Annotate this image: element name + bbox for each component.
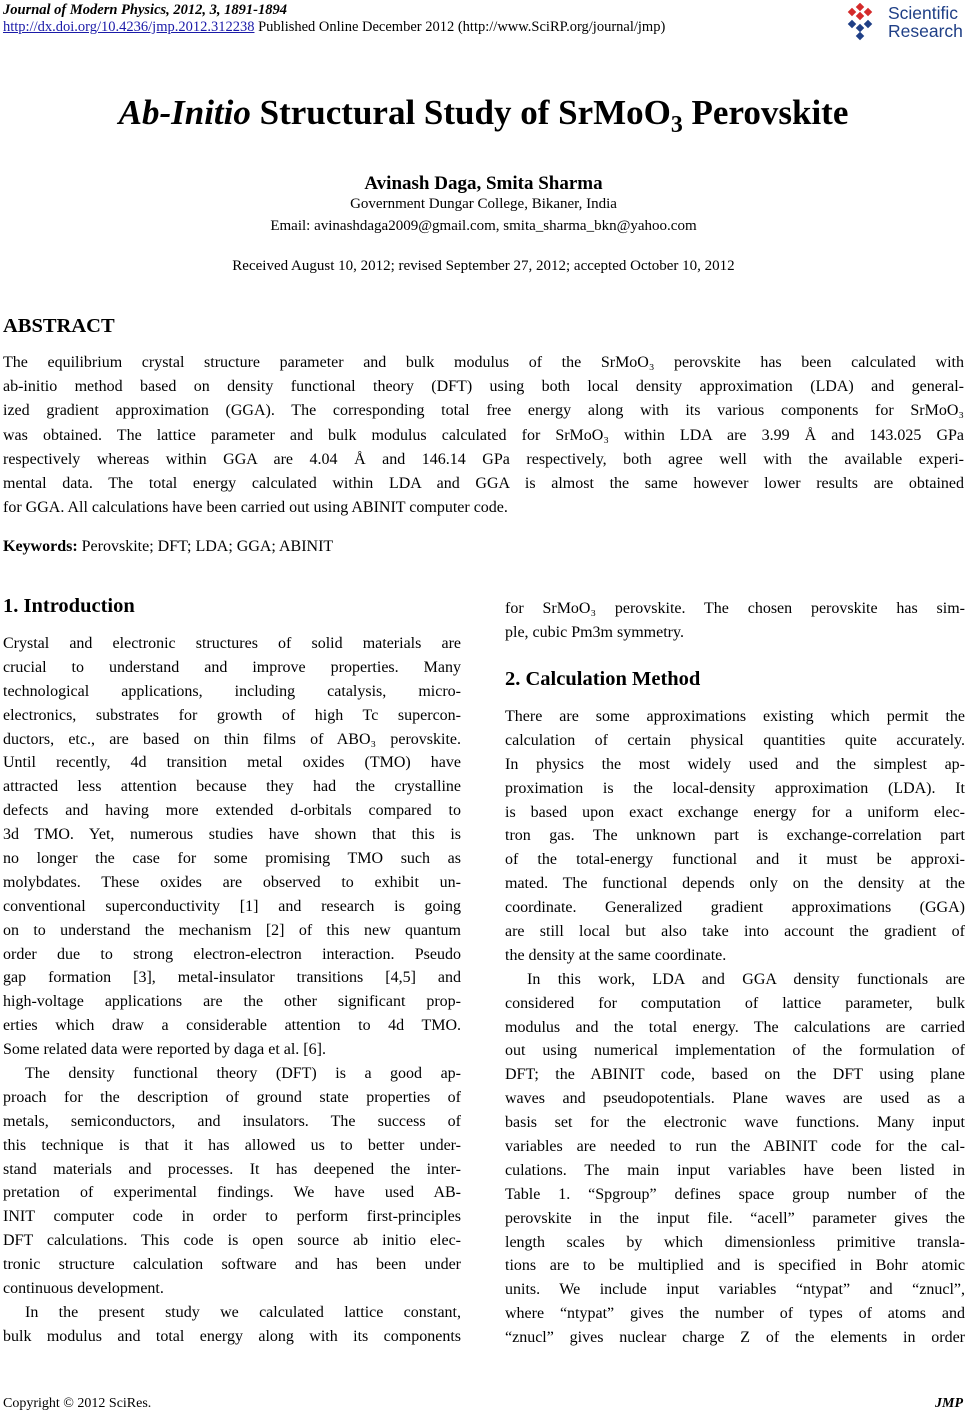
- footer-journal-abbr: JMP: [935, 1396, 963, 1411]
- text-line: attracted less attention because they had the crystalline: [3, 778, 461, 796]
- text-line: In physics the most widely used and the simplest ap-: [505, 755, 965, 773]
- journal-volume: , 2012, 3, 1891-1894: [166, 2, 287, 18]
- text-line: There are some approximations existing which permit the: [505, 708, 965, 725]
- title-end: Perovskite: [682, 93, 849, 132]
- section-heading-calculation-method: 2. Calculation Method: [505, 668, 701, 690]
- text-line: defects and having more extended d-orbitals compared to: [3, 802, 461, 820]
- abstract-line: ized gradient approximation (GGA). The corresponding total free energy along with its various components for SrMoO₃: [3, 402, 964, 420]
- text-line: considered for computation of lattice parameter, bulk: [505, 994, 965, 1012]
- title-subscript: 3: [670, 112, 683, 138]
- text-line: continuous development.: [3, 1280, 164, 1298]
- authors: Avinash Daga, Smita Sharma: [364, 173, 603, 194]
- keywords-list: Perovskite; DFT; LDA; GGA; ABINIT: [77, 538, 334, 555]
- text-line: tronic structure calculation software and has been under: [3, 1256, 461, 1274]
- text-line: order due to strong electron-electron interaction. Pseudo: [3, 945, 461, 963]
- text-line: INIT computer code in order to perform first-principles: [3, 1208, 461, 1226]
- text-line: erties which draw a considerable attention to 4d TMO.: [3, 1017, 461, 1035]
- text-line: molybdates. These oxides are observed to exhibit un-: [3, 873, 461, 891]
- text-line: electronics, substrates for growth of high Tc supercon-: [3, 706, 461, 724]
- text-line: In the present study we calculated lattice constant,: [25, 1303, 461, 1321]
- journal-citation-line: [3, 2, 833, 19]
- abstract-heading: ABSTRACT: [3, 315, 115, 337]
- text-line: mated. The functional depends only on the density at the: [505, 875, 965, 893]
- publisher-logo: [843, 3, 961, 43]
- text-line: DFT calculations. This code is open source ab initio elec-: [3, 1232, 461, 1250]
- abstract-line: mental data. The total energy calculated within LDA and GGA is almost the same however lower results are obtained: [3, 475, 964, 493]
- text-line: coordinate. Generalized gradient approximations (GGA): [505, 899, 965, 917]
- text-line: conventional superconductivity [1] and research is going: [3, 897, 461, 915]
- text-line: Some related data were reported by daga et al. [6].: [3, 1041, 326, 1059]
- text-line: of the total-energy functional and it must be approxi-: [505, 851, 965, 869]
- title-italic: Ab-Initio: [118, 93, 251, 132]
- text-line: pretation of experimental findings. We have used AB-: [3, 1184, 461, 1202]
- abstract-body: [3, 351, 964, 520]
- doi-line: [3, 19, 833, 36]
- paper-title: [0, 92, 967, 138]
- text-line: crucial to understand and improve properties. Many: [3, 658, 461, 676]
- keywords-label: Keywords:: [3, 538, 78, 555]
- logo-line-scientific: Scientific: [888, 3, 959, 23]
- text-line: metals, semiconductors, and insulators. The success of: [3, 1112, 461, 1130]
- text-line: culations. The main input variables have been listed in: [505, 1161, 965, 1179]
- text-line: gap formation [3], metal-insulator transitions [4,5] and: [3, 969, 461, 987]
- text-line: calculation of certain physical quantities quite accurately.: [505, 731, 965, 749]
- abstract-line: was obtained. The lattice parameter and bulk modulus calculated for SrMoO₃ within LDA are 3.99 Å and 143.025 GPa: [3, 426, 964, 444]
- text-line: Table 1. “Spgroup” defines space group number of the: [505, 1185, 965, 1203]
- text-line: waves and pseudopotentials. Plane waves are used as a: [505, 1090, 965, 1108]
- section-heading-introduction: 1. Introduction: [3, 595, 135, 617]
- logo-line-research: Research: [888, 21, 963, 41]
- abstract-line: respectively whereas within GGA are 4.04 Å and 146.14 GPa respectively, both agree well with the available experi-: [3, 450, 964, 468]
- text-line: technological applications, including catalysis, micro-: [3, 682, 461, 700]
- affiliation: Government Dungar College, Bikaner, India: [350, 196, 617, 212]
- text-line: proach for the description of ground state properties of: [3, 1088, 461, 1106]
- text-line: units. We include input variables “ntypat” and “znucl”,: [505, 1281, 965, 1299]
- method-column: [505, 705, 965, 1350]
- footer-copyright: Copyright © 2012 SciRes.: [3, 1396, 152, 1411]
- text-line: the density at the same coordinate.: [505, 946, 727, 964]
- text-line: tions are to be multiplied and is specified in Bohr atomic: [505, 1257, 965, 1275]
- text-line: this technique is that it has allowed us to better under-: [3, 1136, 461, 1154]
- text-line: ple, cubic Pm3m symmetry.: [505, 623, 684, 641]
- text-line: variables are needed to run the ABINIT code for the cal-: [505, 1138, 965, 1156]
- text-line: “znucl” gives nuclear charge Z of the elements in order: [505, 1329, 965, 1347]
- text-line: DFT; the ABINIT code, based on the DFT using plane: [505, 1066, 965, 1084]
- text-line: stand materials and processes. It has deepened the inter-: [3, 1160, 461, 1178]
- text-line: basis set for the electronic wave functions. Many input: [505, 1114, 965, 1132]
- journal-name: Journal of Modern Physics: [3, 2, 167, 18]
- title-main: Structural Study of SrMoO: [250, 93, 671, 132]
- author-emails: Email: avinashdaga2009@gmail.com, smita_sharma_bkn@yahoo.com: [270, 218, 697, 234]
- text-line: length scales by which dimensionless primitive transla-: [505, 1233, 965, 1251]
- text-line: high-voltage applications are the other significant prop-: [3, 993, 461, 1011]
- text-line: Until recently, 4d transition metal oxides (TMO) have: [3, 754, 461, 772]
- text-line: ductors, etc., are based on thin films of ABO₃ perovskite.: [3, 730, 461, 748]
- journal-header: [3, 2, 833, 36]
- text-line: where “ntypat” gives the number of types of atoms and: [505, 1305, 965, 1323]
- right-column-intro: [505, 597, 965, 645]
- text-line: for SrMoO₃ perovskite. The chosen perovskite has sim-: [505, 600, 965, 617]
- text-line: tron gas. The unknown part is exchange-correlation part: [505, 827, 965, 845]
- text-line: In this work, LDA and GGA density functionals are: [527, 970, 965, 988]
- text-line: are still local but also take into account the gradient of: [505, 923, 965, 941]
- doi-link[interactable]: http://dx.doi.org/10.4236/jmp.2012.312238: [3, 19, 255, 35]
- text-line: modulus and the total energy. The calculations are carried: [505, 1018, 965, 1036]
- text-line: bulk modulus and total energy along with its components: [3, 1327, 461, 1345]
- text-line: proximation is the local-density approximation (LDA). It: [505, 779, 965, 797]
- logo-text: [888, 4, 963, 40]
- published-online: Published Online December 2012 (http://www.SciRP.org/journal/jmp): [254, 19, 666, 35]
- text-line: Crystal and electronic structures of solid materials are: [3, 635, 461, 652]
- intro-column: [3, 632, 461, 1349]
- text-line: perovskite in the input file. “acell” parameter gives the: [505, 1209, 965, 1227]
- keywords: [3, 538, 333, 556]
- text-line: no longer the case for some promising TMO such as: [3, 850, 461, 868]
- received-dates: Received August 10, 2012; revised September 27, 2012; accepted October 10, 2012: [232, 258, 735, 274]
- abstract-line: for GGA. All calculations have been carried out using ABINIT computer code.: [3, 499, 508, 517]
- text-line: on to understand the mechanism [2] of this new quantum: [3, 921, 461, 939]
- abstract-line: The equilibrium crystal structure parameter and bulk modulus of the SrMoO₃ perovskite has been calculated with: [3, 354, 964, 371]
- text-line: is based upon exact exchange energy for a uniform elec-: [505, 803, 965, 821]
- text-line: 3d TMO. Yet, numerous studies have shown that this is: [3, 826, 461, 844]
- text-line: The density functional theory (DFT) is a good ap-: [25, 1065, 461, 1083]
- text-line: out using numerical implementation of the formulation of: [505, 1042, 965, 1060]
- logo-mark-icon: [843, 3, 883, 43]
- abstract-line: ab-initio method based on density functional theory (DFT) using both local density approximation (LDA) and general-: [3, 378, 964, 396]
